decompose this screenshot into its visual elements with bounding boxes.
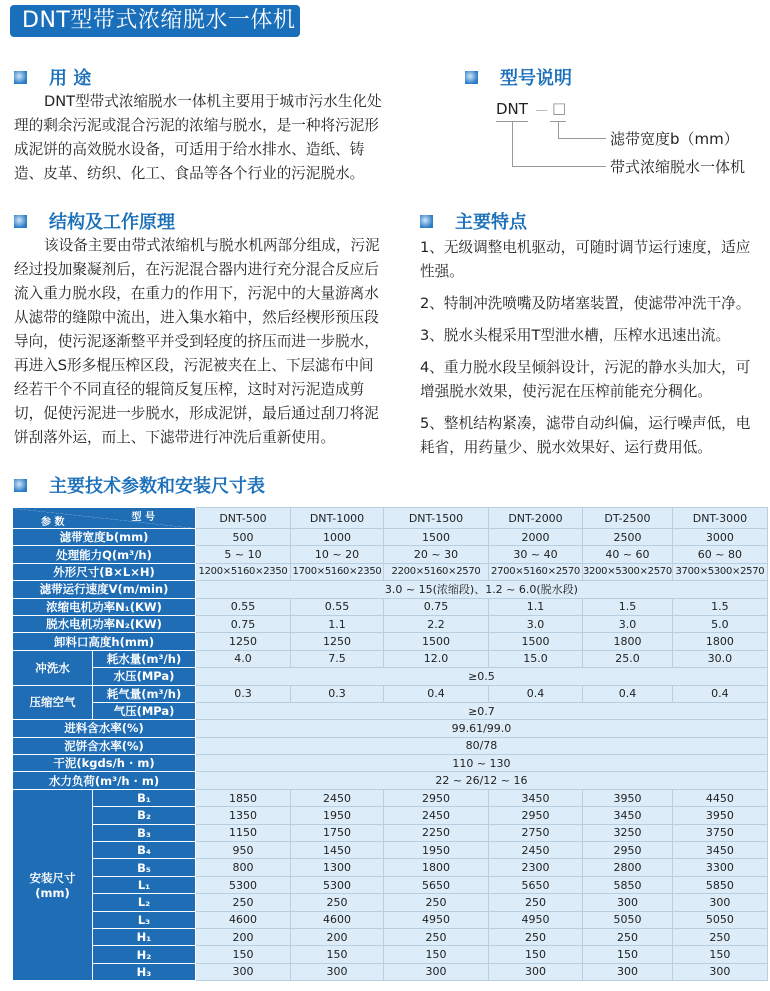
span-value-cell: 110 ~ 130 [196, 755, 768, 772]
square-bullet-icon [465, 71, 478, 84]
row-label-cell: B₅ [93, 859, 196, 876]
table-row [13, 876, 768, 893]
value-cell: 4950 [384, 911, 489, 928]
value-cell: 5650 [489, 876, 583, 893]
value-cell: 2500 [583, 529, 673, 546]
value-cell: 950 [196, 842, 291, 859]
value-cell: 150 [489, 946, 583, 963]
value-cell: 15.0 [489, 650, 583, 667]
square-bullet-icon [14, 215, 27, 228]
value-cell: 0.75 [384, 598, 489, 615]
text-line: 饼刮落外运，而上、下滤带进行冲洗后重新使用。 [14, 429, 336, 446]
model-header-cell: DNT-3000 [672, 508, 767, 529]
value-cell: 3950 [672, 807, 767, 824]
value-cell: 0.4 [583, 685, 673, 702]
value-cell: 3250 [583, 824, 673, 841]
value-cell: 0.4 [672, 685, 767, 702]
span-value-cell: 80/78 [196, 737, 768, 754]
square-bullet-icon [420, 215, 433, 228]
span-value-cell: ≥0.7 [196, 702, 768, 719]
value-cell: 150 [384, 946, 489, 963]
table-row [13, 737, 768, 754]
value-cell: 5.0 [672, 615, 767, 632]
row-label-cell: 泥饼含水率(%) [13, 737, 196, 754]
value-cell: 3.0 [489, 615, 583, 632]
value-cell: 200 [291, 928, 384, 945]
value-cell: 2950 [489, 807, 583, 824]
value-cell: 4450 [672, 789, 767, 806]
model-header-cell: DNT-500 [196, 508, 291, 529]
value-cell: 300 [384, 963, 489, 980]
span-value-cell: 3.0 ~ 15(浓缩段)、1.2 ~ 6.0(脱水段) [196, 581, 768, 598]
row-label-cell: 水力负荷(m³/h · m) [13, 772, 196, 789]
value-cell: 150 [672, 946, 767, 963]
table-row [13, 720, 768, 737]
value-cell: 0.55 [291, 598, 384, 615]
span-value-cell: 22 ~ 26/12 ~ 16 [196, 772, 768, 789]
row-label-cell: 气压(MPa) [93, 702, 196, 719]
table-row [13, 789, 768, 806]
value-cell: 2000 [489, 529, 583, 546]
text-line: 理的剩余污泥或混合污泥的浓缩与脱水，是一种将污泥形 [14, 117, 379, 134]
value-cell: 3750 [672, 824, 767, 841]
value-cell: 1750 [291, 824, 384, 841]
value-cell: 3300 [672, 859, 767, 876]
value-cell: 2450 [384, 807, 489, 824]
model-header-cell: DNT-2000 [489, 508, 583, 529]
value-cell: 500 [196, 529, 291, 546]
section-usage-heading: 用 途 [14, 64, 91, 90]
value-cell: 250 [489, 894, 583, 911]
value-cell: 250 [291, 894, 384, 911]
value-cell: 1.5 [583, 598, 673, 615]
value-cell: 20 ~ 30 [384, 546, 489, 563]
value-cell: 0.4 [384, 685, 489, 702]
corner-bottom-label: 参 数 [41, 517, 65, 528]
spec-table [12, 507, 768, 981]
table-row [13, 842, 768, 859]
table-row [13, 615, 768, 632]
value-cell: 2250 [384, 824, 489, 841]
table-row [13, 685, 768, 702]
value-cell: 2950 [384, 789, 489, 806]
value-cell: 200 [196, 928, 291, 945]
value-cell: 1500 [384, 529, 489, 546]
table-row [13, 928, 768, 945]
row-label-cell: 滤带运行速度V(m/min) [13, 581, 196, 598]
value-cell: 2300 [489, 859, 583, 876]
text-line: 从滤带的缝隙中流出，进入集水箱中，然后经楔形预压段 [14, 309, 379, 326]
text-line: DNT型带式浓缩脱水一体机主要用于城市污水生化处 [44, 93, 382, 110]
value-cell: 800 [196, 859, 291, 876]
row-label-cell: H₂ [93, 946, 196, 963]
row-label-cell: 耗水量(m³/h) [93, 650, 196, 667]
table-row [13, 807, 768, 824]
value-cell: 40 ~ 60 [583, 546, 673, 563]
row-label-cell: 脱水电机功率N₂(KW) [13, 615, 196, 632]
value-cell: 2750 [489, 824, 583, 841]
corner-top-label: 型 号 [131, 512, 155, 523]
value-cell: 25.0 [583, 650, 673, 667]
model-header-cell: DNT-1500 [384, 508, 489, 529]
section-features-heading: 主要特点 [420, 208, 527, 234]
value-cell: 1350 [196, 807, 291, 824]
value-cell: 150 [196, 946, 291, 963]
table-row [13, 772, 768, 789]
value-cell: 3950 [583, 789, 673, 806]
value-cell: 1200×5160×2350 [196, 563, 291, 580]
text-line: 造、皮革、纺织、化工、食品等各个行业的污泥脱水。 [14, 165, 365, 182]
value-cell: 3450 [489, 789, 583, 806]
value-cell: 2450 [291, 789, 384, 806]
value-cell: 250 [196, 894, 291, 911]
row-label-cell: 处理能力Q(m³/h) [13, 546, 196, 563]
value-cell: 1.1 [291, 615, 384, 632]
value-cell: 150 [291, 946, 384, 963]
text-line: 该设备主要由带式浓缩机与脱水机两部分组成，污泥 [44, 237, 380, 254]
table-row [13, 529, 768, 546]
value-cell: 5850 [672, 876, 767, 893]
row-label-cell: 浓缩电机功率N₁(KW) [13, 598, 196, 615]
value-cell: 300 [583, 963, 673, 980]
row-label-cell: 干泥(kgds/h · m) [13, 755, 196, 772]
row-label-cell: L₃ [93, 911, 196, 928]
value-cell: 30 ~ 40 [489, 546, 583, 563]
feature-item: 1、无级调整电机驱动，可随时调节运行速度，适应性强。 [420, 239, 751, 280]
value-cell: 1850 [196, 789, 291, 806]
table-row [13, 859, 768, 876]
table-row [13, 702, 768, 719]
text-line: 切，促使污泥进一步脱水，形成泥饼，最后通过刮刀将泥 [14, 405, 379, 422]
value-cell: 3450 [583, 807, 673, 824]
row-label-cell: B₃ [93, 824, 196, 841]
value-cell: 2800 [583, 859, 673, 876]
value-cell: 300 [196, 963, 291, 980]
value-cell: 1250 [196, 633, 291, 650]
value-cell: 2.2 [384, 615, 489, 632]
model-diagram: DNT － □ 滤带宽度b（mm） 带式浓缩脱水一体机 [496, 99, 746, 176]
text-line: 成泥饼的高效脱水设备，可适用于给水排水、造纸、铸 [14, 141, 365, 158]
value-cell: 4.0 [196, 650, 291, 667]
row-label-cell: H₃ [93, 963, 196, 980]
value-cell: 1.1 [489, 598, 583, 615]
value-cell: 3200×5300×2570 [583, 563, 673, 580]
value-cell: 1800 [672, 633, 767, 650]
value-cell: 4600 [196, 911, 291, 928]
row-label-cell: H₁ [93, 928, 196, 945]
features-list [420, 236, 760, 468]
value-cell: 7.5 [291, 650, 384, 667]
value-cell: 12.0 [384, 650, 489, 667]
row-label-cell: L₁ [93, 876, 196, 893]
value-cell: 300 [291, 963, 384, 980]
table-row [13, 563, 768, 580]
table-row [13, 633, 768, 650]
section-table-heading: 主要技术参数和安装尺寸表 [14, 472, 265, 498]
value-cell: 60 ~ 80 [672, 546, 767, 563]
page-title: DNT型带式浓缩脱水一体机 [10, 5, 300, 37]
value-cell: 0.55 [196, 598, 291, 615]
value-cell: 5050 [672, 911, 767, 928]
value-cell: 250 [583, 928, 673, 945]
table-header-row [13, 508, 768, 529]
usage-text [14, 90, 406, 186]
span-value-cell: ≥0.5 [196, 668, 768, 685]
value-cell: 3000 [672, 529, 767, 546]
table-row [13, 668, 768, 685]
table-row [13, 963, 768, 980]
value-cell: 5650 [384, 876, 489, 893]
value-cell: 2450 [489, 842, 583, 859]
row-label-cell: B₁ [93, 789, 196, 806]
value-cell: 1450 [291, 842, 384, 859]
value-cell: 250 [672, 928, 767, 945]
value-cell: 300 [489, 963, 583, 980]
row-label-cell: 进料含水率(%) [13, 720, 196, 737]
value-cell: 1500 [384, 633, 489, 650]
value-cell: 0.3 [196, 685, 291, 702]
group-label-cell: 安装尺寸 (mm) [13, 789, 93, 980]
feature-item: 5、整机结构紧凑，滤带自动纠偏，运行噪声低，电耗省，用药量少、脱水效果好、运行费用低。 [420, 415, 751, 456]
row-label-cell: 卸料口高度h(mm) [13, 633, 196, 650]
value-cell: 250 [384, 928, 489, 945]
value-cell: 5050 [583, 911, 673, 928]
value-cell: 1.5 [672, 598, 767, 615]
feature-item: 2、特制冲洗喷嘴及防堵塞装置，使滤带冲洗干净。 [420, 295, 751, 312]
section-structure-heading: 结构及工作原理 [14, 208, 175, 234]
row-label-cell: B₂ [93, 807, 196, 824]
value-cell: 300 [672, 894, 767, 911]
text-line: 经若干个不同直径的辊筒反复压榨，这时对污泥造成剪 [14, 381, 365, 398]
table-row [13, 546, 768, 563]
table-row [13, 650, 768, 667]
value-cell: 250 [384, 894, 489, 911]
table-row [13, 824, 768, 841]
text-line: 再进入S形多棍压榨区段，污泥被夹在上、下层滤布中间 [14, 357, 374, 374]
row-label-cell: B₄ [93, 842, 196, 859]
value-cell: 300 [672, 963, 767, 980]
row-label-cell: 外形尺寸(B×L×H) [13, 563, 196, 580]
value-cell: 1800 [384, 859, 489, 876]
value-cell: 1800 [583, 633, 673, 650]
value-cell: 2700×5160×2570 [489, 563, 583, 580]
table-row [13, 598, 768, 615]
value-cell: 3450 [672, 842, 767, 859]
value-cell: 1700×5160×2350 [291, 563, 384, 580]
value-cell: 5300 [196, 876, 291, 893]
text-line: 经过投加聚凝剂后，在污泥混合器内进行充分混合反应后 [14, 261, 379, 278]
feature-item: 3、脱水头棍采用T型泄水槽，压榨水迅速出流。 [420, 327, 731, 344]
value-cell: 1000 [291, 529, 384, 546]
group-label-cell: 压缩空气 [13, 685, 93, 720]
value-cell: 1950 [384, 842, 489, 859]
text-line: 流入重力脱水段，在重力的作用下，污泥中的大量游离水 [14, 285, 379, 302]
table-corner-cell [13, 508, 196, 529]
value-cell: 5300 [291, 876, 384, 893]
table-row [13, 911, 768, 928]
structure-text [14, 234, 406, 450]
value-cell: 0.75 [196, 615, 291, 632]
row-label-cell: L₂ [93, 894, 196, 911]
table-row [13, 581, 768, 598]
span-value-cell: 99.61/99.0 [196, 720, 768, 737]
model-header-cell: DNT-1000 [291, 508, 384, 529]
table-row [13, 755, 768, 772]
value-cell: 250 [489, 928, 583, 945]
row-label-cell: 滤带宽度b(mm) [13, 529, 196, 546]
model-header-cell: DT-2500 [583, 508, 673, 529]
value-cell: 150 [583, 946, 673, 963]
value-cell: 1250 [291, 633, 384, 650]
square-bullet-icon [14, 479, 27, 492]
row-label-cell: 耗气量(m³/h) [93, 685, 196, 702]
value-cell: 10 ~ 20 [291, 546, 384, 563]
feature-item: 4、重力脱水段呈倾斜设计，污泥的静水头加大，可增强脱水效果，使污泥在压榨前能充分稠化。 [420, 359, 751, 400]
value-cell: 300 [583, 894, 673, 911]
table-row [13, 946, 768, 963]
value-cell: 1950 [291, 807, 384, 824]
group-label-cell: 冲洗水 [13, 650, 93, 685]
value-cell: 3700×5300×2570 [672, 563, 767, 580]
value-cell: 2950 [583, 842, 673, 859]
value-cell: 2200×5160×2570 [384, 563, 489, 580]
value-cell: 5 ~ 10 [196, 546, 291, 563]
value-cell: 1150 [196, 824, 291, 841]
value-cell: 4950 [489, 911, 583, 928]
value-cell: 30.0 [672, 650, 767, 667]
value-cell: 4600 [291, 911, 384, 928]
value-cell: 5850 [583, 876, 673, 893]
table-row [13, 894, 768, 911]
value-cell: 1300 [291, 859, 384, 876]
section-model-heading: 型号说明 [465, 64, 572, 90]
value-cell: 1500 [489, 633, 583, 650]
text-line: 导向，使污泥逐渐整平并受到轻度的挤压而进一步脱水， [14, 333, 379, 350]
square-bullet-icon [14, 71, 27, 84]
value-cell: 0.3 [291, 685, 384, 702]
value-cell: 0.4 [489, 685, 583, 702]
value-cell: 3.0 [583, 615, 673, 632]
row-label-cell: 水压(MPa) [93, 668, 196, 685]
